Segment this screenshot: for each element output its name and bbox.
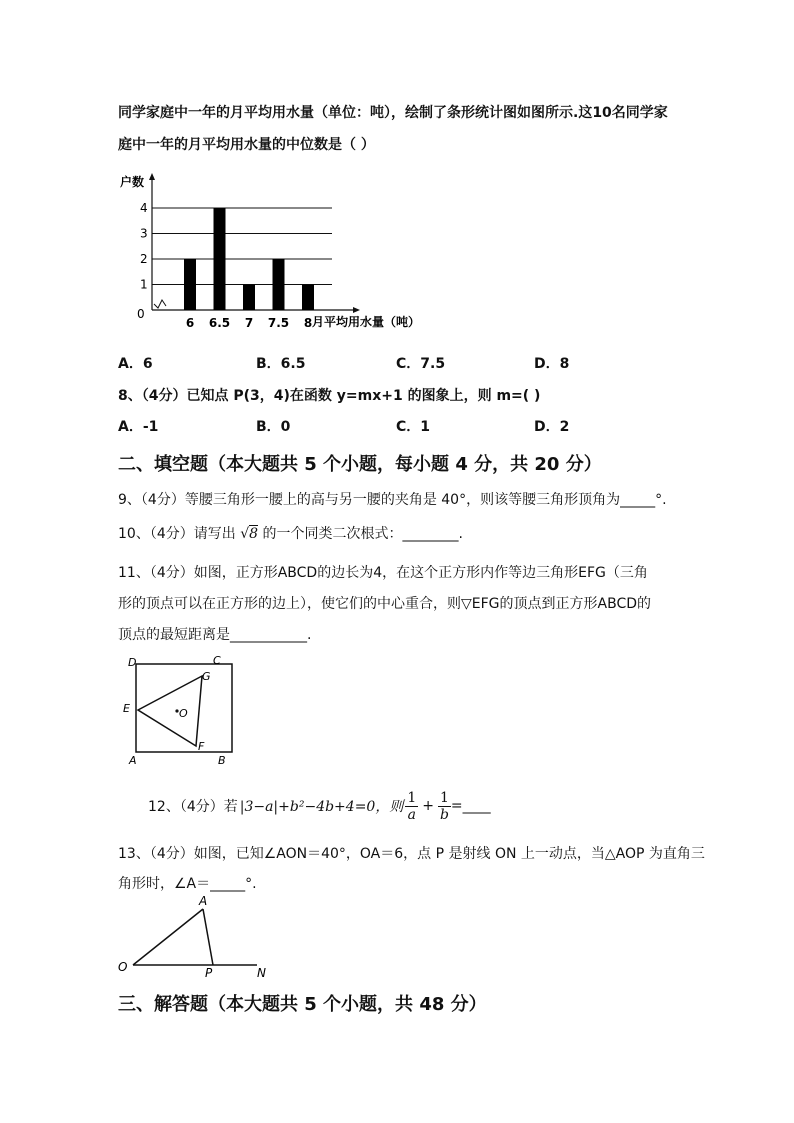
y-tick-label: 2: [140, 252, 148, 266]
q10-suffix: 的一个同类二次根式：________.: [262, 526, 463, 542]
label-c: C: [213, 654, 221, 667]
q13-line2: 角形时，∠A＝_____°.: [118, 876, 257, 892]
q11-line3: 顶点的最短距离是___________.: [118, 627, 312, 643]
q8-option-c: C．1: [396, 419, 431, 435]
x-tick-label: 7.5: [267, 316, 290, 330]
y-tick-label: 3: [140, 226, 148, 241]
q12: [148, 788, 491, 824]
q10-prefix: 10、（4分）请写出: [118, 526, 236, 542]
q7-option-a: A．6: [118, 356, 153, 372]
label-a: A: [129, 754, 137, 767]
y-tick-label: 1: [140, 277, 148, 292]
x-axis-arrow: [353, 307, 360, 313]
label-e: E: [123, 702, 130, 715]
q13-line1: 13、（4分）如图，已知∠AON＝40°，OA＝6，点 P 是射线 ON 上一动点，当△AOP 为直角三: [118, 846, 705, 862]
label-o: O: [118, 960, 128, 974]
q12-suffix: =____: [450, 798, 491, 814]
x-axis-title: 月平均用水量（吨）: [312, 315, 421, 329]
segment-oa: [133, 909, 203, 965]
y-axis-arrow: [149, 173, 155, 180]
segment-ap: [203, 909, 213, 965]
x-tick-label: 7: [244, 316, 254, 330]
q7-option-b: B．6.5: [256, 356, 306, 372]
q7-line2: 庭中一年的月平均用水量的中位数是（ ）: [118, 137, 375, 153]
x-tick-label: 8: [303, 316, 313, 330]
triangle-efg: [138, 676, 202, 746]
square-triangle-figure: [118, 654, 248, 769]
axis-break: [154, 300, 166, 308]
section-3-heading: 三、解答题（本大题共 5 个小题，共 48 分）: [118, 994, 487, 1015]
label-o: O: [179, 707, 188, 720]
q8-option-d: D．2: [534, 419, 570, 435]
section-2-heading: 二、填空题（本大题共 5 个小题，每小题 4 分，共 20 分）: [118, 454, 602, 475]
q8-option-b: B．0: [256, 419, 291, 435]
q7-option-c: C．7.5: [396, 356, 446, 372]
bar: [243, 285, 255, 311]
q7-option-d: D．8: [534, 356, 570, 372]
q11-line1: 11、（4分）如图，正方形ABCD的边长为4，在这个正方形内作等边三角形EFG（三角: [118, 565, 648, 581]
x-tick-label: 6: [185, 316, 195, 330]
fraction-one-over-b: $\frac{1}{b}$: [439, 789, 449, 823]
q10: [118, 523, 463, 543]
label-a: A: [199, 894, 208, 908]
label-f: F: [198, 740, 205, 753]
fraction-one-over-a: $\frac{1}{a}$: [407, 789, 417, 823]
q9: 9、（4分）等腰三角形一腰上的高与另一腰的夹角是 40°，则该等腰三角形顶角为_____°.: [118, 492, 667, 508]
bar: [214, 208, 226, 310]
water-usage-bar-chart: [100, 168, 440, 338]
q8-stem: 8、（4分）已知点 P(3，4)在函数 y=mx+1 的图象上，则 m=( ): [118, 388, 541, 404]
q7-line1: 同学家庭中一年的月平均用水量（单位：吨），绘制了条形统计图如图所示.这10名同学家: [118, 105, 668, 121]
y-tick-label: 0: [137, 307, 145, 321]
bar: [273, 259, 285, 310]
label-d: D: [128, 656, 137, 669]
bar: [302, 285, 314, 311]
plus-sign: +: [422, 798, 434, 814]
sqrt-symbol: √: [240, 526, 250, 542]
y-tick-label: 4: [140, 201, 148, 215]
q8-option-a: A．-1: [118, 419, 159, 435]
label-n: N: [257, 966, 266, 980]
q12-prefix: 12、（4分）若: [148, 799, 238, 815]
sqrt-radicand: 8: [249, 526, 259, 542]
label-g: G: [202, 670, 211, 683]
angle-aon-figure: [115, 893, 275, 981]
bar: [184, 259, 196, 310]
x-tick-label: 6.5: [208, 316, 231, 330]
q12-expression: |3−a|+b²−4b+4=0，则: [239, 799, 404, 815]
label-b: B: [218, 754, 226, 767]
y-axis-title: 户数: [120, 175, 145, 189]
label-p: P: [205, 966, 213, 980]
q11-line2: 形的顶点可以在正方形的边上），使它们的中心重合，则▽EFG的顶点到正方形ABCD的: [118, 596, 652, 612]
